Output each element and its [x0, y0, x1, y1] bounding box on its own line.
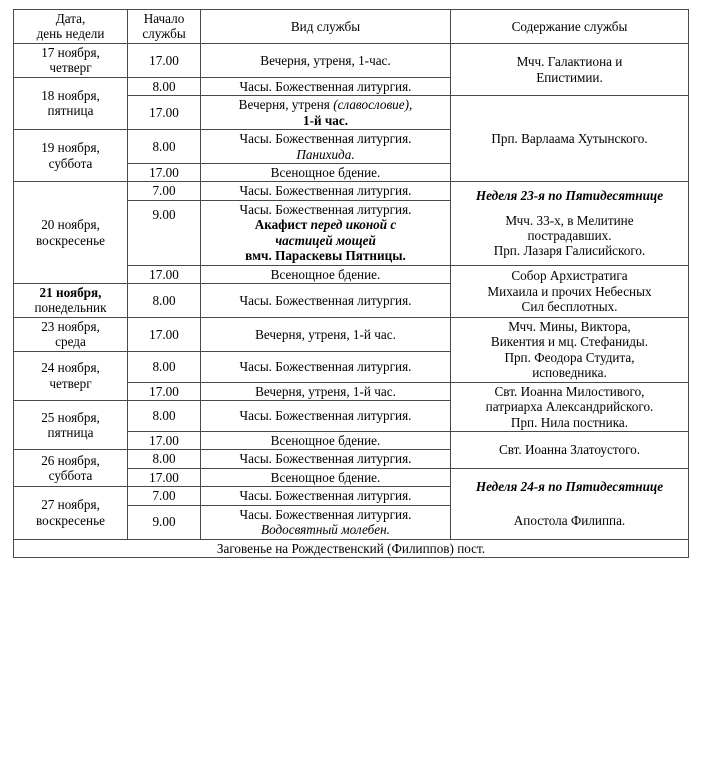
date-cell: 19 ноября, суббота — [14, 130, 128, 182]
header-service-content: Содержание службы — [451, 10, 689, 44]
service-kind-cell: Всенощное бдение. — [201, 163, 451, 181]
akathist-note-1: перед иконой с — [310, 217, 397, 233]
service-content-cell: Неделя 24-я по Пятидесятнице Апостола Филиппа. — [451, 468, 689, 539]
service-kind-cell — [201, 96, 451, 130]
time-cell: 17.00 — [128, 431, 201, 449]
time-cell: 8.00 — [128, 130, 201, 164]
akathist-label: Акафист — [254, 217, 311, 233]
service-kind-cell: Часы. Божественная литургия. — [201, 487, 451, 505]
service-kind-note: (славословие) — [333, 97, 410, 113]
service-kind-cell: Часы. Божественная литургия. — [201, 284, 451, 318]
time-cell: 8.00 — [128, 450, 201, 468]
akathist-saint: вмч. Параскевы Пятницы. — [245, 248, 406, 264]
service-kind-cell: Вечерня, утреня, 1-й час. — [201, 317, 451, 351]
time-cell: 8.00 — [128, 351, 201, 382]
time-cell: 17.00 — [128, 43, 201, 77]
time-cell: 17.00 — [128, 382, 201, 400]
service-kind-text: Часы. Божественная литургия. — [239, 506, 412, 522]
service-content-cell: Неделя 23-я по Пятидесятнице Мчч. 33-х, в Мелитине пострадавших. Прп. Лазаря Галисийского. — [451, 182, 689, 265]
service-content-cell: Прп. Варлаама Хутынского. — [451, 96, 689, 182]
service-kind-note: Водосвятный молебен. — [261, 522, 390, 538]
service-kind-note: Панихида. — [296, 146, 355, 162]
date-cell: 27 ноября, воскресенье — [14, 487, 128, 539]
time-cell: 8.00 — [128, 284, 201, 318]
service-kind-cell: Всенощное бдение. — [201, 265, 451, 283]
time-cell: 17.00 — [128, 468, 201, 486]
date-cell: 26 ноября, суббота — [14, 450, 128, 487]
service-kind-cell: Вечерня, утреня, 1-й час. — [201, 382, 451, 400]
date-cell: 17 ноября, четверг — [14, 43, 128, 77]
table-footer-row — [14, 539, 689, 557]
service-schedule-container — [13, 9, 688, 558]
time-cell: 9.00 — [128, 200, 201, 265]
service-kind-cell: Часы. Божественная литургия. — [201, 77, 451, 95]
service-kind-punct: , — [409, 97, 413, 113]
table-body — [14, 43, 689, 557]
service-kind-cell: Часы. Божественная литургия. — [201, 401, 451, 432]
time-cell: 8.00 — [128, 77, 201, 95]
date-cell: 20 ноября, воскресенье — [14, 182, 128, 284]
header-time: Начало службы — [128, 10, 201, 44]
table-header — [14, 10, 689, 44]
week-title: Неделя 24-я по Пятидесятнице — [475, 479, 664, 495]
time-cell: 8.00 — [128, 401, 201, 432]
service-kind-text: Часы. Божественная литургия. — [239, 201, 412, 217]
date-cell: 18 ноября, пятница — [14, 77, 128, 129]
service-content-cell: Мчч. Галактиона и Епистимии. — [451, 43, 689, 95]
service-kind-cell — [201, 200, 451, 265]
service-kind-cell: Вечерня, утреня, 1-час. — [201, 43, 451, 77]
service-kind-cell: Часы. Божественная литургия. — [201, 450, 451, 468]
header-date: Дата, день недели — [14, 10, 128, 44]
time-cell: 7.00 — [128, 487, 201, 505]
service-content-cell: Мчч. Мины, Виктора, Викентия и мц. Стефаниды. Прп. Феодора Студита, исповедника. — [451, 317, 689, 382]
date-cell: 25 ноября, пятница — [14, 401, 128, 450]
time-cell: 17.00 — [128, 317, 201, 351]
service-kind-text: Вечерня, утреня — [238, 97, 334, 113]
date-cell: 21 ноября, понедельник — [14, 284, 128, 318]
time-cell: 7.00 — [128, 182, 201, 200]
service-kind-hour: 1-й час. — [302, 112, 349, 128]
date-cell: 24 ноября, четверг — [14, 351, 128, 400]
service-kind-cell: Всенощное бдение. — [201, 468, 451, 486]
week-title: Неделя 23-я по Пятидесятнице — [475, 188, 664, 204]
service-kind-cell: Часы. Божественная литургия. — [201, 182, 451, 200]
time-cell: 17.00 — [128, 96, 201, 130]
service-kind-cell — [201, 130, 451, 164]
table-row — [14, 317, 689, 351]
header-row — [14, 10, 689, 44]
table-row — [14, 43, 689, 77]
service-kind-text: Часы. Божественная литургия. — [239, 131, 412, 147]
header-service-kind: Вид службы — [201, 10, 451, 44]
akathist-note-2: частицей мощей — [275, 232, 376, 248]
date-cell: 23 ноября, среда — [14, 317, 128, 351]
service-kind-cell — [201, 505, 451, 539]
service-content-cell: Свт. Иоанна Златоустого. — [451, 431, 689, 468]
time-cell: 9.00 — [128, 505, 201, 539]
service-kind-cell: Всенощное бдение. — [201, 431, 451, 449]
time-cell: 17.00 — [128, 163, 201, 181]
service-kind-cell: Часы. Божественная литургия. — [201, 351, 451, 382]
service-content-cell: Собор Архистратига Михаила и прочих Небесных Сил бесплотных. — [451, 265, 689, 317]
service-content-cell: Свт. Иоанна Милостивого, патриарха Александрийского. Прп. Нила постника. — [451, 382, 689, 431]
time-cell: 17.00 — [128, 265, 201, 283]
fast-notice: Заговенье на Рождественский (Филиппов) пост. — [14, 539, 689, 557]
service-schedule-table — [13, 9, 689, 558]
table-row — [14, 182, 689, 200]
